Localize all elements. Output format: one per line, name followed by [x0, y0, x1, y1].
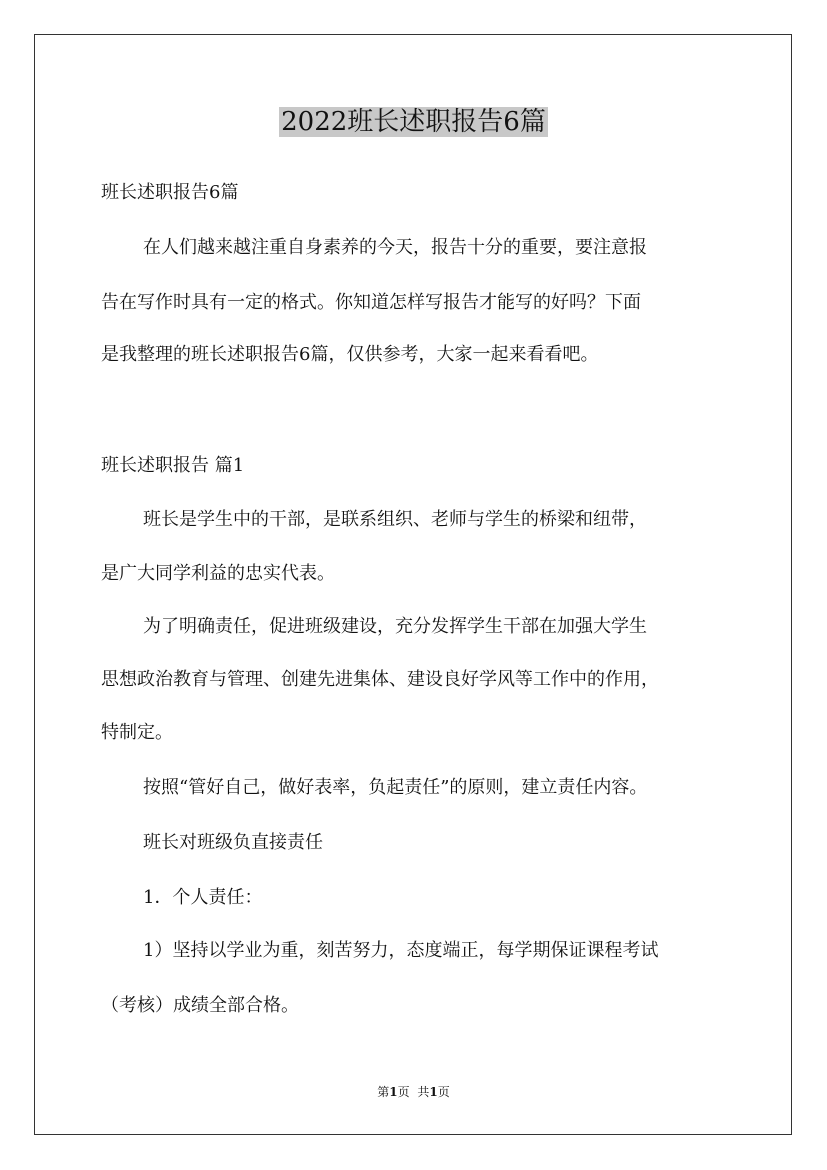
intro-paragraph-line: 在人们越来越注重自身素养的今天，报告十分的重要，要注意报	[143, 237, 647, 258]
paragraph-line: 特制定。	[101, 722, 173, 743]
total-prefix: 共	[417, 1085, 430, 1099]
paragraph-line: 思想政治教育与管理、创建先进集体、建设良好学风等工作中的作用，	[101, 669, 659, 690]
paragraph-line: 班长是学生中的干部，是联系组织、老师与学生的桥梁和纽带，	[143, 509, 647, 530]
page-prefix: 第	[377, 1085, 390, 1099]
page-suffix: 页	[397, 1085, 410, 1099]
list-item-line: （考核）成绩全部合格。	[101, 995, 299, 1016]
paragraph-line: 班长对班级负直接责任	[143, 832, 323, 853]
total-suffix: 页	[437, 1085, 450, 1099]
paragraph-line: 按照“管好自己，做好表率，负起责任”的原则，建立责任内容。	[143, 777, 648, 798]
intro-paragraph-line: 是我整理的班长述职报告6篇，仅供参考，大家一起来看看吧。	[101, 344, 599, 365]
paragraph-line: 为了明确责任，促进班级建设，充分发挥学生干部在加强大学生	[143, 616, 647, 637]
intro-paragraph-line: 告在写作时具有一定的格式。你知道怎样写报告才能写的好吗？下面	[101, 292, 641, 313]
report-1-heading: 班长述职报告 篇1	[101, 455, 245, 476]
document-title	[0, 100, 827, 144]
page-footer	[0, 1083, 827, 1101]
paragraph-line: 是广大同学利益的忠实代表。	[101, 563, 335, 584]
page-number: 1	[389, 1085, 398, 1099]
section-heading: 班长述职报告6篇	[101, 182, 239, 203]
total-pages: 1	[429, 1085, 438, 1099]
list-item-line: 1）坚持以学业为重，刻苦努力，态度端正，每学期保证课程考试	[143, 940, 659, 961]
document-title-text: 2022班长述职报告6篇	[281, 107, 546, 137]
list-heading: 1．个人责任：	[143, 887, 263, 908]
